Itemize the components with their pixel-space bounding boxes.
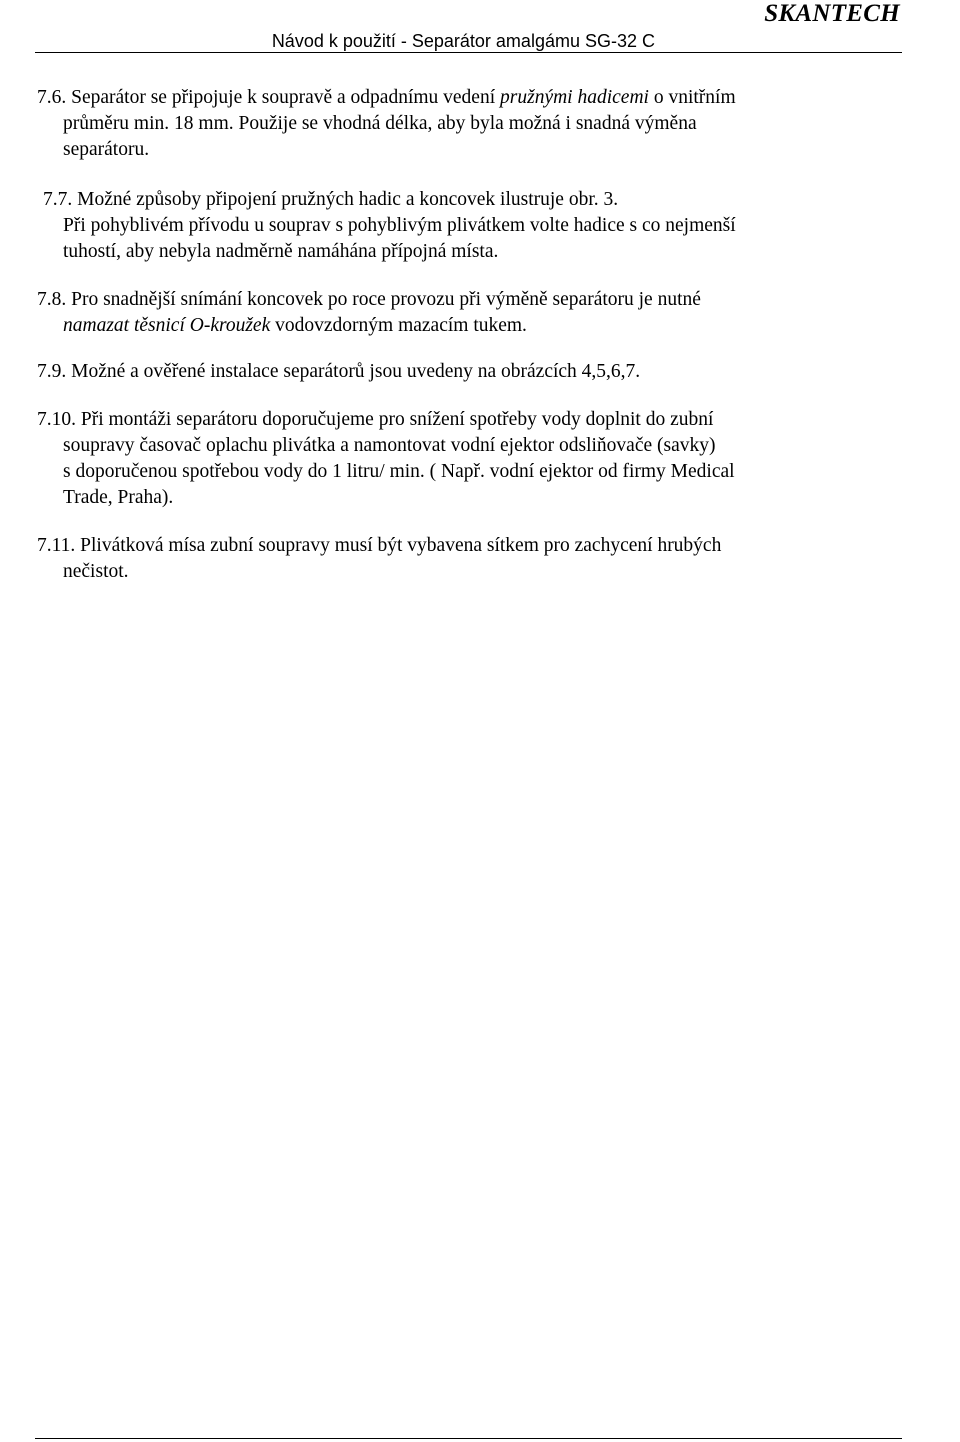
text-run: o vnitřním bbox=[648, 87, 736, 108]
text-run: 7.6. Separátor se připojuje k soupravě a odpadnímu vedení bbox=[37, 87, 501, 108]
section-7-9-line-1: 7.9. Možné a ověřené instalace separátorů jsou uvedeny na obrázcích 4,5,6,7. bbox=[37, 361, 641, 382]
text-run: vodovzdorným mazacím tukem. bbox=[270, 315, 527, 336]
section-7-6-line-2: průměru min. 18 mm. Použije se vhodná délka, aby byla možná i snadná výměna bbox=[63, 113, 697, 134]
section-7-6-line-3: separátoru. bbox=[63, 139, 150, 160]
section-7-11-line-2: nečistot. bbox=[63, 561, 129, 582]
section-7-9 bbox=[37, 359, 867, 385]
section-7-7-line-2: Při pohyblivém přívodu u souprav s pohyblivým plivátkem volte hadice s co nejmenší bbox=[63, 215, 736, 236]
brand-logo: SKANTECH bbox=[764, 0, 900, 27]
section-7-8-line-1: 7.8. Pro snadnější snímání koncovek po roce provozu při výměně separátoru je nutné bbox=[37, 289, 701, 310]
section-7-10 bbox=[37, 407, 867, 511]
section-7-10-line-3: s doporučenou spotřebou vody do 1 litru/ min. ( Např. vodní ejektor od firmy Medical bbox=[63, 461, 735, 482]
document-body bbox=[37, 85, 867, 585]
section-7-7-line-1: 7.7. Možné způsoby připojení pružných hadic a koncovek ilustruje obr. 3. bbox=[43, 189, 619, 210]
section-7-8-line-2 bbox=[37, 313, 867, 339]
section-7-11 bbox=[37, 533, 867, 585]
section-7-11-line-1: 7.11. Plivátková mísa zubní soupravy musí být vybavena sítkem pro zachycení hrubých bbox=[37, 535, 722, 556]
section-7-7-line-3: tuhostí, aby nebyla nadměrně namáhána přípojná místa. bbox=[63, 241, 499, 262]
emphasis-text: namazat těsnicí O-kroužek bbox=[63, 315, 271, 336]
section-7-10-line-2: soupravy časovač oplachu plivátka a namontovat vodní ejektor odsliňovače (savky) bbox=[63, 435, 716, 456]
section-7-10-line-1: 7.10. Při montáži separátoru doporučujeme pro snížení spotřeby vody doplnit do zubní bbox=[37, 409, 714, 430]
section-7-7 bbox=[37, 187, 867, 265]
document-title: Návod k použití - Separátor amalgámu SG-32 C bbox=[271, 31, 655, 51]
section-7-6 bbox=[37, 85, 867, 163]
section-7-6-line-1 bbox=[37, 85, 867, 111]
section-7-8 bbox=[37, 287, 867, 339]
footer-divider bbox=[35, 1438, 902, 1439]
emphasis-text: pružnými hadicemi bbox=[500, 87, 649, 108]
header-divider bbox=[35, 52, 902, 53]
section-7-10-line-4: Trade, Praha). bbox=[63, 487, 174, 508]
